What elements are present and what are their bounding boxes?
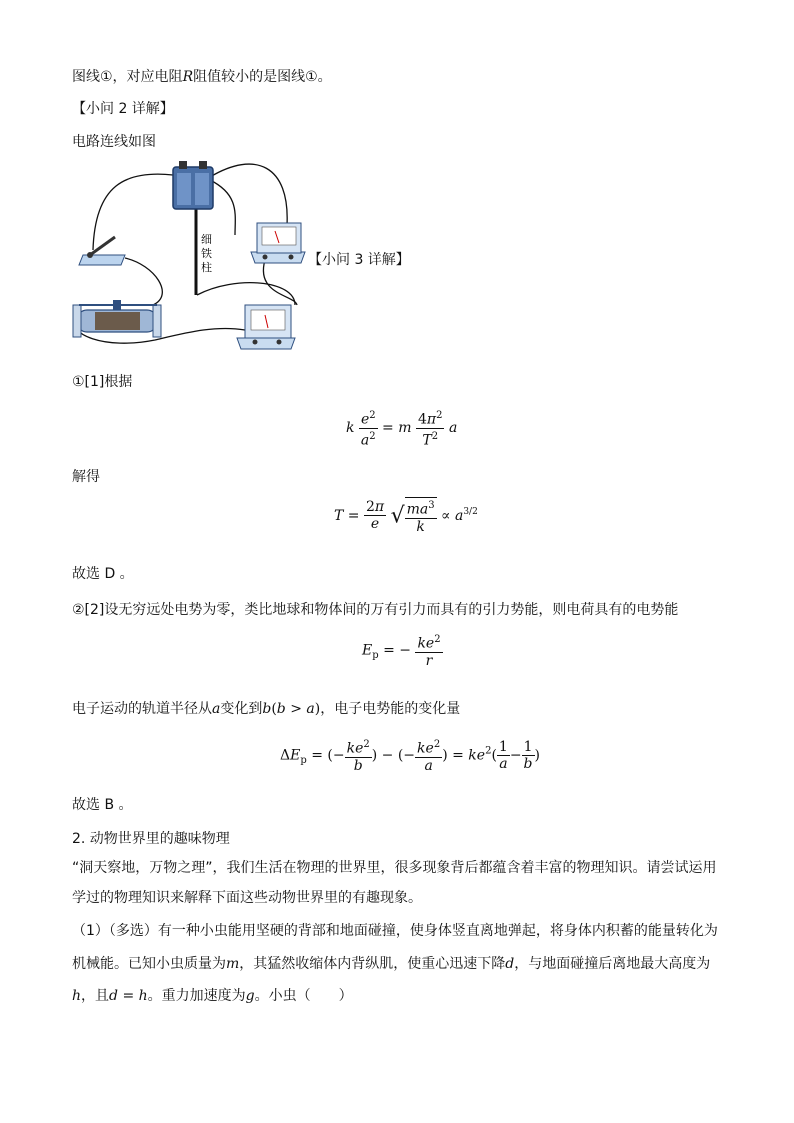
wire-label-1: 细 — [201, 233, 212, 246]
equation-potential-energy: $E_p$ = − $\frac{ke^2}{r}$ — [362, 634, 441, 669]
problem-2-q1-line-3 — [72, 985, 353, 1005]
switch-icon — [79, 237, 125, 265]
condition: b > a — [276, 701, 315, 717]
wire-label-3: 柱 — [201, 261, 212, 274]
text: 机械能。已知小虫质量为 — [72, 956, 226, 972]
problem-2-para-1b: 学过的物理知识来解释下面这些动物世界里的有趣现象。 — [72, 890, 422, 906]
problem-2-q1-line-2 — [72, 953, 710, 973]
circuit-caption: 电路连线如图 — [72, 134, 156, 150]
text: 。小虫（ ） — [254, 988, 353, 1004]
text: 电子运动的轨道半径从 — [72, 701, 212, 717]
orbit-line: 电子运动的轨道半径从a变化到b(b > a)，电子电势能的变化量 — [72, 701, 461, 717]
var-d: d — [505, 956, 515, 972]
condition: d = h — [109, 988, 148, 1004]
text: 阻值较小的是图线①。 — [193, 69, 332, 85]
problem-2-title: 2. 动物世界里的趣味物理 — [72, 831, 230, 847]
section-heading-3: 【小问 3 详解】 — [308, 252, 410, 268]
text: 图线①，对应电阻 — [72, 69, 183, 85]
problem-2-para-1a: “洞天察地，万物之理”，我们生活在物理的世界里，很多现象背后都蕴含着丰富的物理知识。请尝试运用 — [72, 860, 717, 876]
solve-label: 解得 — [72, 469, 100, 485]
text: ，其猛然收缩体内背纵肌，使重心迅速下降 — [239, 956, 506, 972]
answer-1: 故选 D 。 — [72, 566, 134, 582]
equation-period: T = $\frac{2\pi}{e}$ √ $\frac{ma^3}{k}$ ∝ $a^{3/2}$ — [334, 497, 478, 535]
battery-icon — [173, 161, 213, 209]
text: ，且 — [81, 988, 110, 1004]
problem-2-q1-line-1: （1）（多选）有一种小虫能用坚硬的背部和地面碰撞，使身体竖直离地弹起，将身体内积蓄的能量转化为 — [72, 923, 718, 939]
text: ，与地面碰撞后离地最大高度为 — [514, 956, 711, 972]
var-m: m — [226, 956, 240, 972]
equation-coulomb-centripetal: k $\frac{e^2}{a^2}$ = m $\frac{4\pi^2}{T^2}$ a — [346, 410, 458, 449]
q2-intro: ②[2]设无穷远处电势为零，类比地球和物体间的万有引力而具有的引力势能，则电荷具有的电势能 — [72, 602, 679, 618]
section-heading-2: 【小问 2 详解】 — [72, 101, 174, 117]
text: 。重力加速度为 — [147, 988, 246, 1004]
text: 变化到 — [220, 701, 263, 717]
var-R: R — [182, 69, 194, 85]
ammeter-icon — [237, 305, 295, 349]
q1-intro: ①[1]根据 — [72, 374, 133, 390]
var-h: h — [72, 988, 82, 1004]
voltmeter-icon — [251, 223, 305, 263]
text-line-1 — [72, 66, 332, 86]
var-a: a — [212, 701, 221, 717]
var-g: g — [245, 988, 255, 1004]
var-b: b — [262, 701, 272, 717]
rheostat-icon — [73, 300, 161, 337]
equation-delta-ep: $\Delta E_p$ = (− $\frac{ke^2}{b}$ ) − (− $\frac{ke^2}{a}$ ) = $ke^2$( $\frac{1}{a}$ − $\frac{1}{b}$ ) — [280, 738, 540, 774]
text: ，电子电势能的变化量 — [320, 701, 461, 717]
answer-2: 故选 B 。 — [72, 797, 133, 813]
circuit-diagram — [65, 155, 310, 355]
wire-label-2: 铁 — [201, 247, 212, 260]
